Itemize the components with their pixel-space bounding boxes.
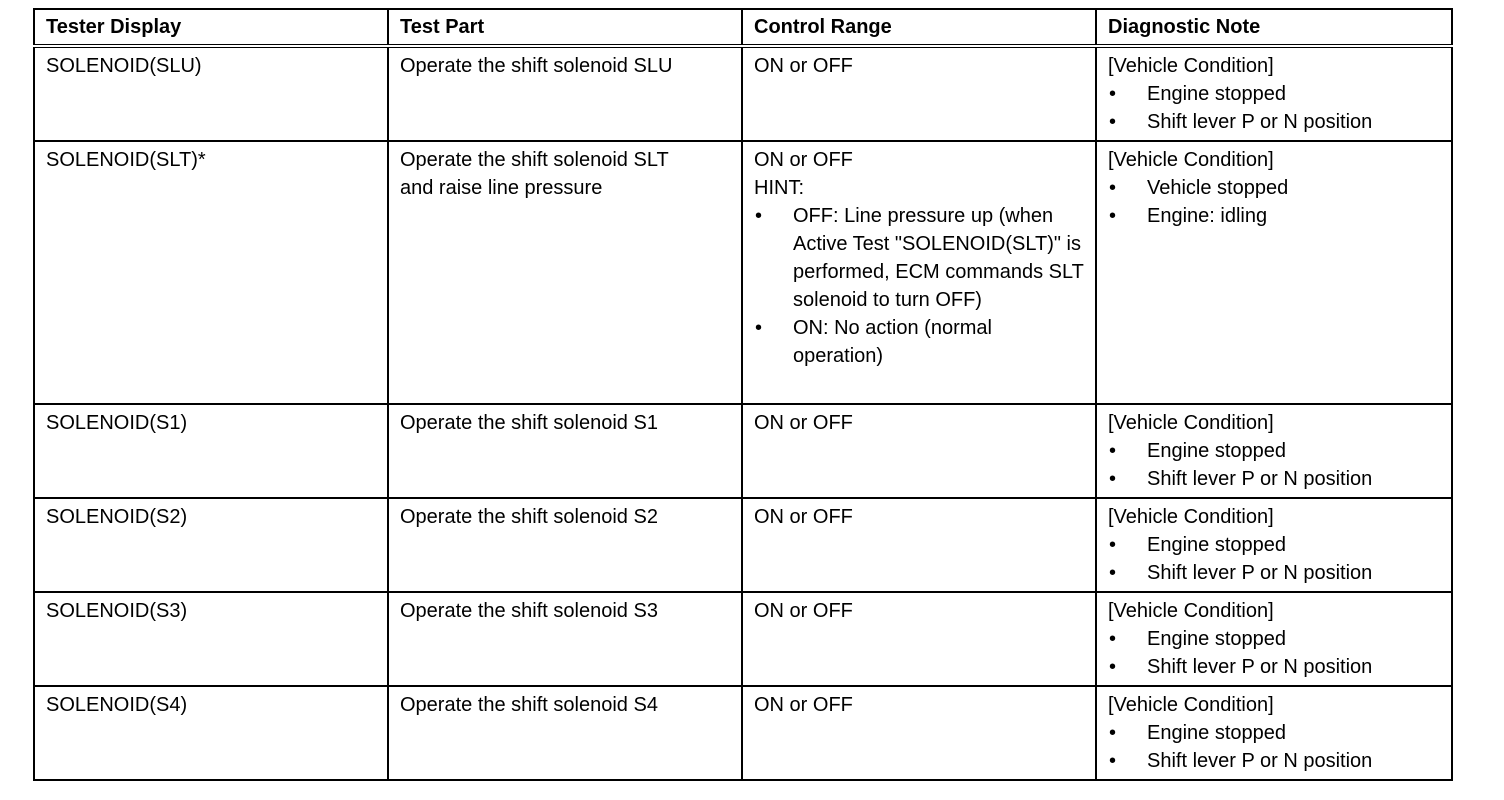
- hint-label: HINT:: [754, 177, 804, 199]
- tester-display-cell: SOLENOID(S3): [34, 592, 388, 686]
- header-test-part: Test Part: [388, 9, 742, 46]
- test-part-cell: Operate the shift solenoid S4: [388, 686, 742, 780]
- header-control-range: Control Range: [742, 9, 1096, 46]
- note-heading: [Vehicle Condition]: [1108, 412, 1274, 434]
- table-row: [34, 141, 1452, 404]
- header-diagnostic-note: Diagnostic Note: [1096, 9, 1452, 46]
- table-row: [34, 404, 1452, 498]
- note-heading: [Vehicle Condition]: [1108, 149, 1274, 171]
- header-tester-display: Tester Display: [34, 9, 388, 46]
- test-part-cell: Operate the shift solenoid SLU: [388, 46, 742, 141]
- list-item: • Shift lever P or N position: [1108, 108, 1443, 136]
- list-item: • OFF: Line pressure up (when Active Test "SOLENOID(SLT)" is performed, ECM commands SLT solenoid to turn OFF): [754, 202, 1087, 314]
- note-list: [1108, 174, 1443, 230]
- control-range-cell: ON or OFF: [742, 592, 1096, 686]
- note-list: [1108, 531, 1443, 587]
- table-row: [34, 592, 1452, 686]
- control-range-cell: ON or OFF: [742, 686, 1096, 780]
- list-item: • Engine stopped: [1108, 437, 1443, 465]
- list-item: • Engine stopped: [1108, 531, 1443, 559]
- control-range-cell: [742, 141, 1096, 404]
- test-part-cell: Operate the shift solenoid S2: [388, 498, 742, 592]
- list-item: • Engine: idling: [1108, 202, 1443, 230]
- note-list: [1108, 80, 1443, 136]
- note-heading: [Vehicle Condition]: [1108, 600, 1274, 622]
- note-list: [1108, 625, 1443, 681]
- control-range-value: ON or OFF: [754, 149, 853, 171]
- list-item: • Engine stopped: [1108, 625, 1443, 653]
- test-part-line: and raise line pressure: [400, 177, 603, 199]
- test-part-line: Operate the shift solenoid SLT: [400, 149, 669, 171]
- table-row: [34, 686, 1452, 780]
- test-part-cell: Operate the shift solenoid S3: [388, 592, 742, 686]
- list-item: • Engine stopped: [1108, 719, 1443, 747]
- list-item: • Shift lever P or N position: [1108, 465, 1443, 493]
- list-item: • Shift lever P or N position: [1108, 653, 1443, 681]
- note-list: [1108, 437, 1443, 493]
- diagnostic-note-cell: [1096, 498, 1452, 592]
- list-item: • ON: No action (normal operation): [754, 314, 1087, 370]
- list-item: • Shift lever P or N position: [1108, 747, 1443, 775]
- diagnostic-note-cell: [1096, 686, 1452, 780]
- diagnostic-note-cell: [1096, 404, 1452, 498]
- note-heading: [Vehicle Condition]: [1108, 694, 1274, 716]
- tester-display-cell: SOLENOID(SLT)*: [34, 141, 388, 404]
- hint-list: [754, 202, 1087, 370]
- note-heading: [Vehicle Condition]: [1108, 506, 1274, 528]
- control-range-cell: ON or OFF: [742, 498, 1096, 592]
- tester-display-cell: SOLENOID(S4): [34, 686, 388, 780]
- table-row: [34, 498, 1452, 592]
- control-range-cell: ON or OFF: [742, 404, 1096, 498]
- active-test-table: [33, 8, 1453, 781]
- list-item: • Engine stopped: [1108, 80, 1443, 108]
- test-part-cell: [388, 141, 742, 404]
- diagnostic-note-cell: [1096, 141, 1452, 404]
- control-range-cell: ON or OFF: [742, 46, 1096, 141]
- tester-display-cell: SOLENOID(SLU): [34, 46, 388, 141]
- diagnostic-note-cell: [1096, 46, 1452, 141]
- test-part-cell: Operate the shift solenoid S1: [388, 404, 742, 498]
- tester-display-cell: SOLENOID(S1): [34, 404, 388, 498]
- header-row: [34, 9, 1452, 46]
- table-row: [34, 46, 1452, 141]
- list-item: • Vehicle stopped: [1108, 174, 1443, 202]
- note-list: [1108, 719, 1443, 775]
- tester-display-cell: SOLENOID(S2): [34, 498, 388, 592]
- diagnostic-note-cell: [1096, 592, 1452, 686]
- note-heading: [Vehicle Condition]: [1108, 55, 1274, 77]
- list-item: • Shift lever P or N position: [1108, 559, 1443, 587]
